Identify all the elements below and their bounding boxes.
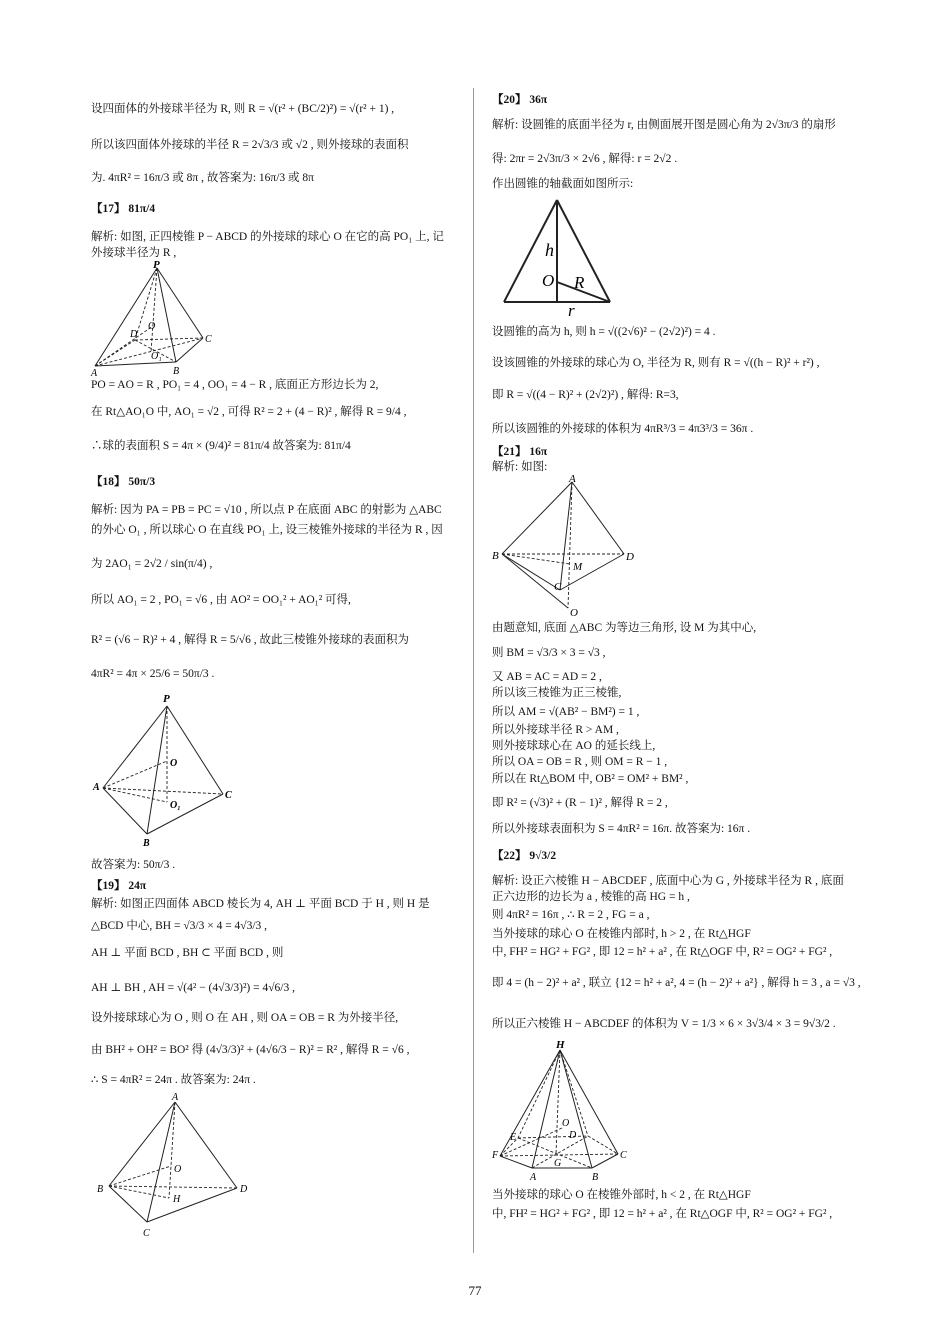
q17-label-p: P — [153, 259, 160, 271]
q21-heading — [492, 444, 547, 460]
q18-pyramid-svg — [91, 688, 241, 848]
q18-line-6: 4πR² = 4π × 25/6 = 50π/3 . — [91, 668, 215, 680]
q20-answer: 36π — [529, 94, 548, 106]
q18-label: 【18】 — [91, 476, 126, 488]
q20-figure — [500, 196, 612, 320]
q22-heading — [492, 848, 556, 864]
q17-label-a: A — [91, 368, 98, 379]
q22-line-3: 则 4πR² = 16π , ∴ R = 2 , FG = a , — [492, 909, 650, 921]
q19-label-a: A — [172, 1092, 179, 1103]
q19-line-1: 解析: 如图正四面体 ABCD 棱长为 4, AH ⊥ 平面 BCD 于 H , 则 H 是 — [91, 898, 430, 910]
q22-label-f: F — [492, 1150, 499, 1161]
q19-label-o: O — [174, 1164, 182, 1175]
q18-label-c: C — [225, 790, 232, 801]
q19-line-2: △BCD 中心, BH = √3/3 × 4 = 4√3/3 , — [91, 920, 268, 932]
q18-line-7: 故答案为: 50π/3 . — [91, 859, 176, 871]
q18-figure — [91, 688, 241, 848]
q21-line-1: 解析: 如图: — [492, 461, 548, 473]
q20-heading — [492, 92, 547, 108]
q21-label-a: A — [569, 473, 576, 485]
q17-label: 【17】 — [91, 203, 126, 215]
q17-answer: 81π/4 — [128, 203, 156, 215]
q21-line-12: 所以外接球表面积为 S = 4πR² = 16π. 故答案为: 16π . — [492, 823, 751, 835]
q22-label-c: C — [620, 1150, 627, 1161]
q17-label-b: B — [173, 366, 180, 377]
intro-line-1: 设四面体的外接球半径为 R, 则 R = √(r² + (BC/2)²) = √(r² + 1) , — [91, 103, 395, 115]
q21-line-11: 即 R² = (√3)² + (R − 1)² , 解得 R = 2 , — [492, 797, 668, 809]
q22-answer: 9√3/2 — [529, 850, 557, 862]
q18-answer: 50π/3 — [128, 476, 156, 488]
q21-tetra-svg — [492, 474, 642, 618]
q20-label-h: h — [545, 240, 554, 260]
q17-label-o1: O₁ — [151, 351, 162, 362]
q22-label-d: D — [569, 1130, 577, 1141]
q20-line-2: 得: 2πr = 2√3π/3 × 2√6 , 解得: r = 2√2 . — [492, 153, 678, 165]
q17-line-2: 外接球半径为 R , — [91, 247, 177, 259]
q18-line-4: 所以 AO₁ = 2 , PO₁ = √6 , 由 AO² = OO₁² + AO₁² 可得, — [91, 594, 351, 606]
q20-line-3: 作出圆锥的轴截面如图所示: — [492, 178, 634, 190]
q19-label-b: B — [97, 1184, 104, 1195]
q22-line-4: 当外接球的球心 O 在棱锥内部时, h > 2 , 在 Rt△HGF — [492, 928, 751, 940]
q21-line-3: 则 BM = √3/3 × 3 = √3 , — [492, 647, 606, 659]
q21-label-d: D — [626, 551, 634, 563]
q22-hex-pyramid-svg — [492, 1036, 642, 1186]
q22-line-6: 即 4 = (h − 2)² + a² , 联立 {12 = h² + a², 4 = (h − 2)² + a²} , 解得 h = 3 , a = √3 , — [492, 977, 861, 989]
q17-label-o: O — [148, 321, 156, 332]
q22-line-7: 所以正六棱锥 H − ABCDEF 的体积为 V = 1/3 × 6 × 3√3/4 × 3 = 9√3/2 . — [492, 1018, 836, 1030]
q19-line-5: 设外接球球心为 O , 则 O 在 AH , 则 OA = OB = R 为外接半径, — [91, 1012, 399, 1024]
q22-line-5: 中, FH² = HG² + FG² , 即 12 = h² + a² , 在 Rt△OGF 中, R² = OG² + FG² , — [492, 946, 833, 958]
q19-line-6: 由 BH² + OH² = BO² 得 (4√3/3)² + (4√6/3 − R)² = R² , 解得 R = √6 , — [91, 1044, 410, 1056]
q20-line-5: 设该圆锥的外接球的球心为 O, 半径为 R, 则有 R = √((h − R)² + r²) , — [492, 357, 820, 369]
q20-line-6: 即 R = √((4 − R)² + (2√2)²) , 解得: R=3, — [492, 389, 679, 401]
q21-line-2: 由题意知, 底面 △ABC 为等边三角形, 设 M 为其中心, — [492, 622, 757, 634]
q22-label-a: A — [530, 1172, 537, 1183]
q19-answer: 24π — [128, 880, 147, 892]
q22-figure — [492, 1036, 642, 1186]
q19-label-h: H — [173, 1194, 181, 1205]
q22-label-g: G — [554, 1158, 562, 1169]
q21-line-7: 所以外接球半径 R > AM , — [492, 724, 619, 736]
q21-line-4: 又 AB = AC = AD = 2 , — [492, 671, 602, 683]
q19-line-3: AH ⊥ 平面 BCD , BH ⊂ 平面 BCD , 则 — [91, 947, 284, 959]
q22-label-b: B — [592, 1172, 599, 1183]
q20-label-r-small: r — [568, 301, 575, 320]
q21-line-6: 所以 AM = √(AB² − BM²) = 1 , — [492, 706, 640, 718]
q22-label: 【22】 — [492, 850, 527, 862]
q18-line-2: 的外心 O₁ , 所以球心 O 在直线 PO₁ 上, 设三棱锥外接球的半径为 R , 因 — [91, 524, 443, 536]
q22-line-9: 中, FH² = HG² + FG² , 即 12 = h² + a² , 在 Rt△OGF 中, R² = OG² + FG² , — [492, 1208, 833, 1220]
q18-line-1: 解析: 因为 PA = PB = PC = √10 , 所以点 P 在底面 ABC 的射影为 △ABC — [91, 504, 442, 516]
q18-heading — [91, 474, 155, 490]
q21-label-c: C — [554, 581, 562, 593]
q20-cone-section-svg — [500, 196, 612, 320]
q21-line-9: 所以 OA = OB = R , 则 OM = R − 1 , — [492, 756, 668, 768]
q17-pyramid-svg — [91, 258, 221, 379]
q19-label-d: D — [240, 1184, 248, 1195]
q22-label-o: O — [562, 1118, 570, 1129]
page-number: 77 — [468, 1283, 482, 1298]
q19-line-7: ∴ S = 4πR² = 24π . 故答案为: 24π . — [91, 1074, 256, 1086]
q21-figure — [492, 474, 642, 618]
q17-figure — [91, 258, 221, 379]
q21-label-b: B — [492, 550, 499, 562]
q18-label-o1: O₁ — [170, 800, 181, 811]
q17-line-4: 在 Rt△AO₁O 中, AO₁ = √2 , 可得 R² = 2 + (4 − R)² , 解得 R = 9/4 , — [91, 406, 407, 418]
q21-line-10: 所以在 Rt△BOM 中, OB² = OM² + BM² , — [492, 773, 689, 785]
intro-line-3: 为. 4πR² = 16π/3 或 8π , 故答案为: 16π/3 或 8π — [91, 172, 314, 184]
q22-line-8: 当外接球的球心 O 在棱锥外部时, h < 2 , 在 Rt△HGF — [492, 1189, 751, 1201]
q20-label: 【20】 — [492, 94, 527, 106]
q18-label-a: A — [93, 782, 100, 793]
q17-line-3: PO = AO = R , PO₁ = 4 , OO₁ = 4 − R , 底面正方形边长为 2, — [91, 379, 379, 391]
q19-label-c: C — [143, 1228, 150, 1239]
q19-tetra-svg — [95, 1090, 255, 1242]
q21-line-5: 所以该三棱锥为正三棱锥, — [492, 687, 622, 699]
right-column — [492, 0, 864, 1250]
q22-label-e: E — [510, 1132, 517, 1143]
q20-label-r-big: R — [574, 273, 585, 292]
q17-line-5: ∴球的表面积 S = 4π × (9/4)² = 81π/4 故答案为: 81π/4 — [91, 440, 351, 452]
q19-line-4: AH ⊥ BH , AH = √(4² − (4√3/3)²) = 4√6/3 , — [91, 982, 295, 994]
q19-heading — [91, 878, 146, 894]
q18-label-p: P — [163, 693, 170, 705]
q18-line-5: R² = (√6 − R)² + 4 , 解得 R = 5/√6 , 故此三棱锥外接球的表面积为 — [91, 634, 409, 646]
q17-line-1: 解析: 如图, 正四棱锥 P − ABCD 的外接球的球心 O 在它的高 PO₁ 上, 记 — [91, 231, 444, 243]
left-column — [91, 0, 463, 1250]
q19-figure — [95, 1090, 255, 1242]
q19-label: 【19】 — [91, 880, 126, 892]
q18-label-o: O — [170, 758, 178, 769]
q17-label-d: D — [130, 329, 138, 340]
q21-line-8: 则外接球球心在 AO 的延长线上, — [492, 740, 656, 752]
q22-label-h: H — [556, 1039, 565, 1051]
q20-line-1: 解析: 设圆锥的底面半径为 r, 由侧面展开图是圆心角为 2√3π/3 的扇形 — [492, 119, 836, 131]
q21-label: 【21】 — [492, 446, 527, 458]
q18-label-b: B — [143, 838, 150, 849]
q22-line-2: 正六边形的边长为 a , 棱锥的高 HG = h , — [492, 891, 690, 903]
q20-label-o: O — [542, 271, 555, 290]
q17-heading — [91, 201, 155, 217]
q20-line-7: 所以该圆锥的外接球的体积为 4πR³/3 = 4π3³/3 = 36π . — [492, 423, 754, 435]
q17-label-c: C — [205, 334, 212, 345]
q21-label-o: O — [570, 607, 578, 619]
q20-line-4: 设圆锥的高为 h, 则 h = √((2√6)² − (2√2)²) = 4 . — [492, 326, 716, 338]
q22-line-1: 解析: 设正六棱锥 H − ABCDEF , 底面中心为 G , 外接球半径为 R , 底面 — [492, 875, 844, 887]
q21-label-m: M — [573, 561, 583, 573]
intro-line-2: 所以该四面体外接球的半径 R = 2√3/3 或 √2 , 则外接球的表面积 — [91, 139, 409, 151]
q18-line-3: 为 2AO₁ = 2√2 / sin(π/4) , — [91, 558, 213, 570]
column-divider — [473, 88, 474, 1253]
q21-answer: 16π — [529, 446, 548, 458]
